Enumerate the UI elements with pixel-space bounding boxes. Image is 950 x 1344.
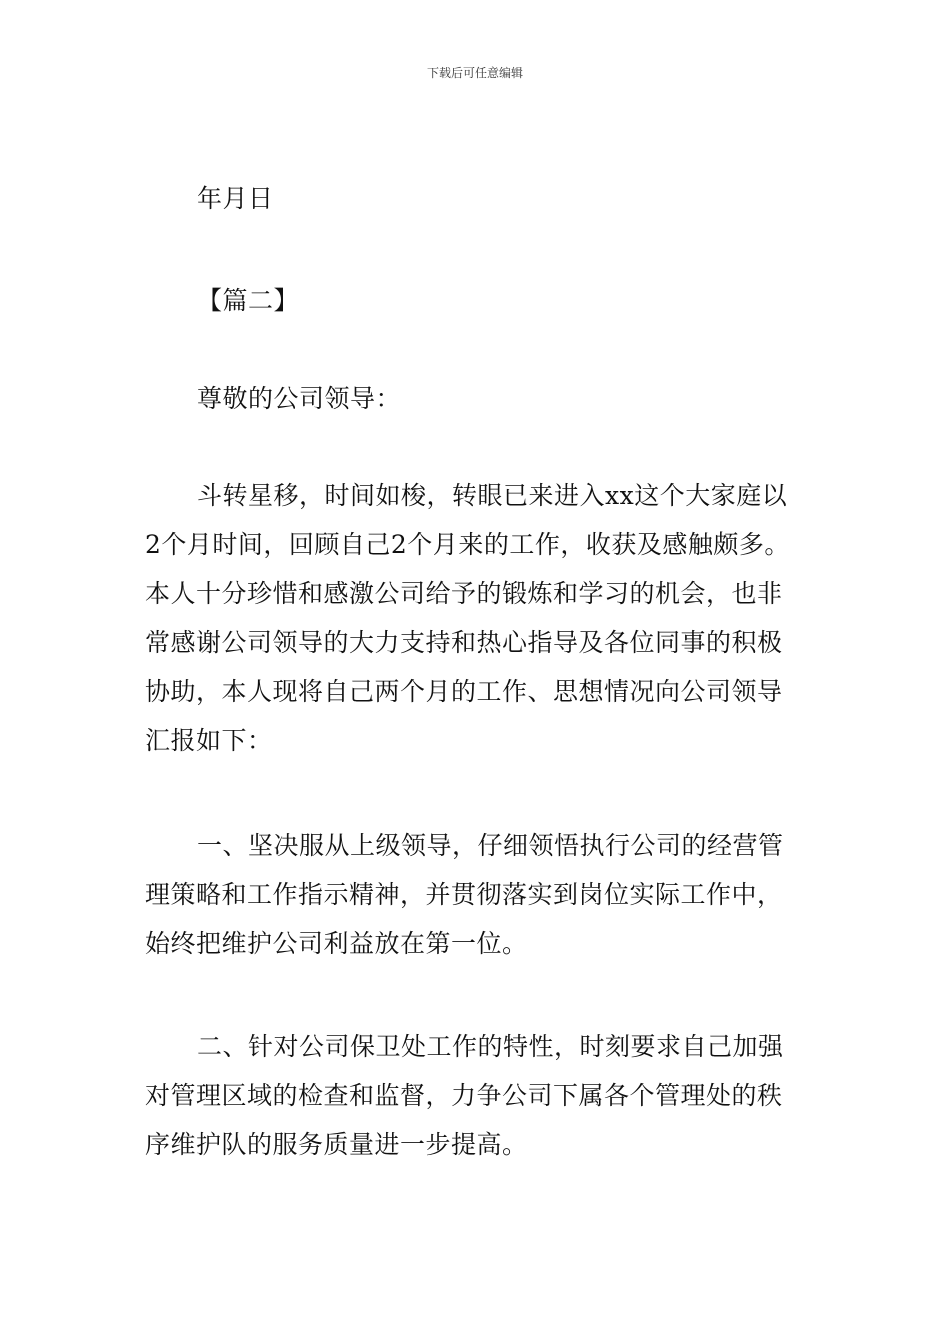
paragraph-line: 协助，本人现将自己两个月的工作、思想情况向公司领导 <box>145 677 783 706</box>
paragraph-line: 始终把维护公司利益放在第一位。 <box>145 929 528 958</box>
paragraph-line: 斗转星移，时间如梭，转眼已来进入xx这个大家庭以 <box>197 481 788 510</box>
page-header: 下载后可任意编辑 <box>426 66 523 80</box>
paragraph-line: 常感谢公司领导的大力支持和热心指导及各位同事的积极 <box>145 628 783 657</box>
paragraph-line: 序维护队的服务质量进一步提高。 <box>145 1130 528 1159</box>
paragraph-line: 2个月时间，回顾自己2个月来的工作，收获及感触颇多。 <box>145 530 790 559</box>
paragraph-line: 理策略和工作指示精神，并贯彻落实到岗位实际工作中， <box>145 880 783 909</box>
paragraph-two <box>145 1022 810 1169</box>
paragraph-line: 本人十分珍惜和感激公司给予的锻炼和学习的机会，也非 <box>145 579 783 608</box>
paragraph-line: 一、坚决服从上级领导，仔细领悟执行公司的经营管 <box>197 831 784 860</box>
paragraph-line: 对管理区域的检查和监督，力争公司下属各个管理处的秩 <box>145 1081 783 1110</box>
paragraph-one <box>145 821 810 968</box>
date-line: 年月日 <box>197 184 274 213</box>
paragraph-intro <box>145 471 810 765</box>
salutation: 尊敬的公司领导： <box>197 384 402 413</box>
section-title: 【篇二】 <box>197 286 300 315</box>
paragraph-line: 二、针对公司保卫处工作的特性，时刻要求自己加强 <box>197 1032 784 1061</box>
paragraph-line: 汇报如下： <box>145 726 273 755</box>
